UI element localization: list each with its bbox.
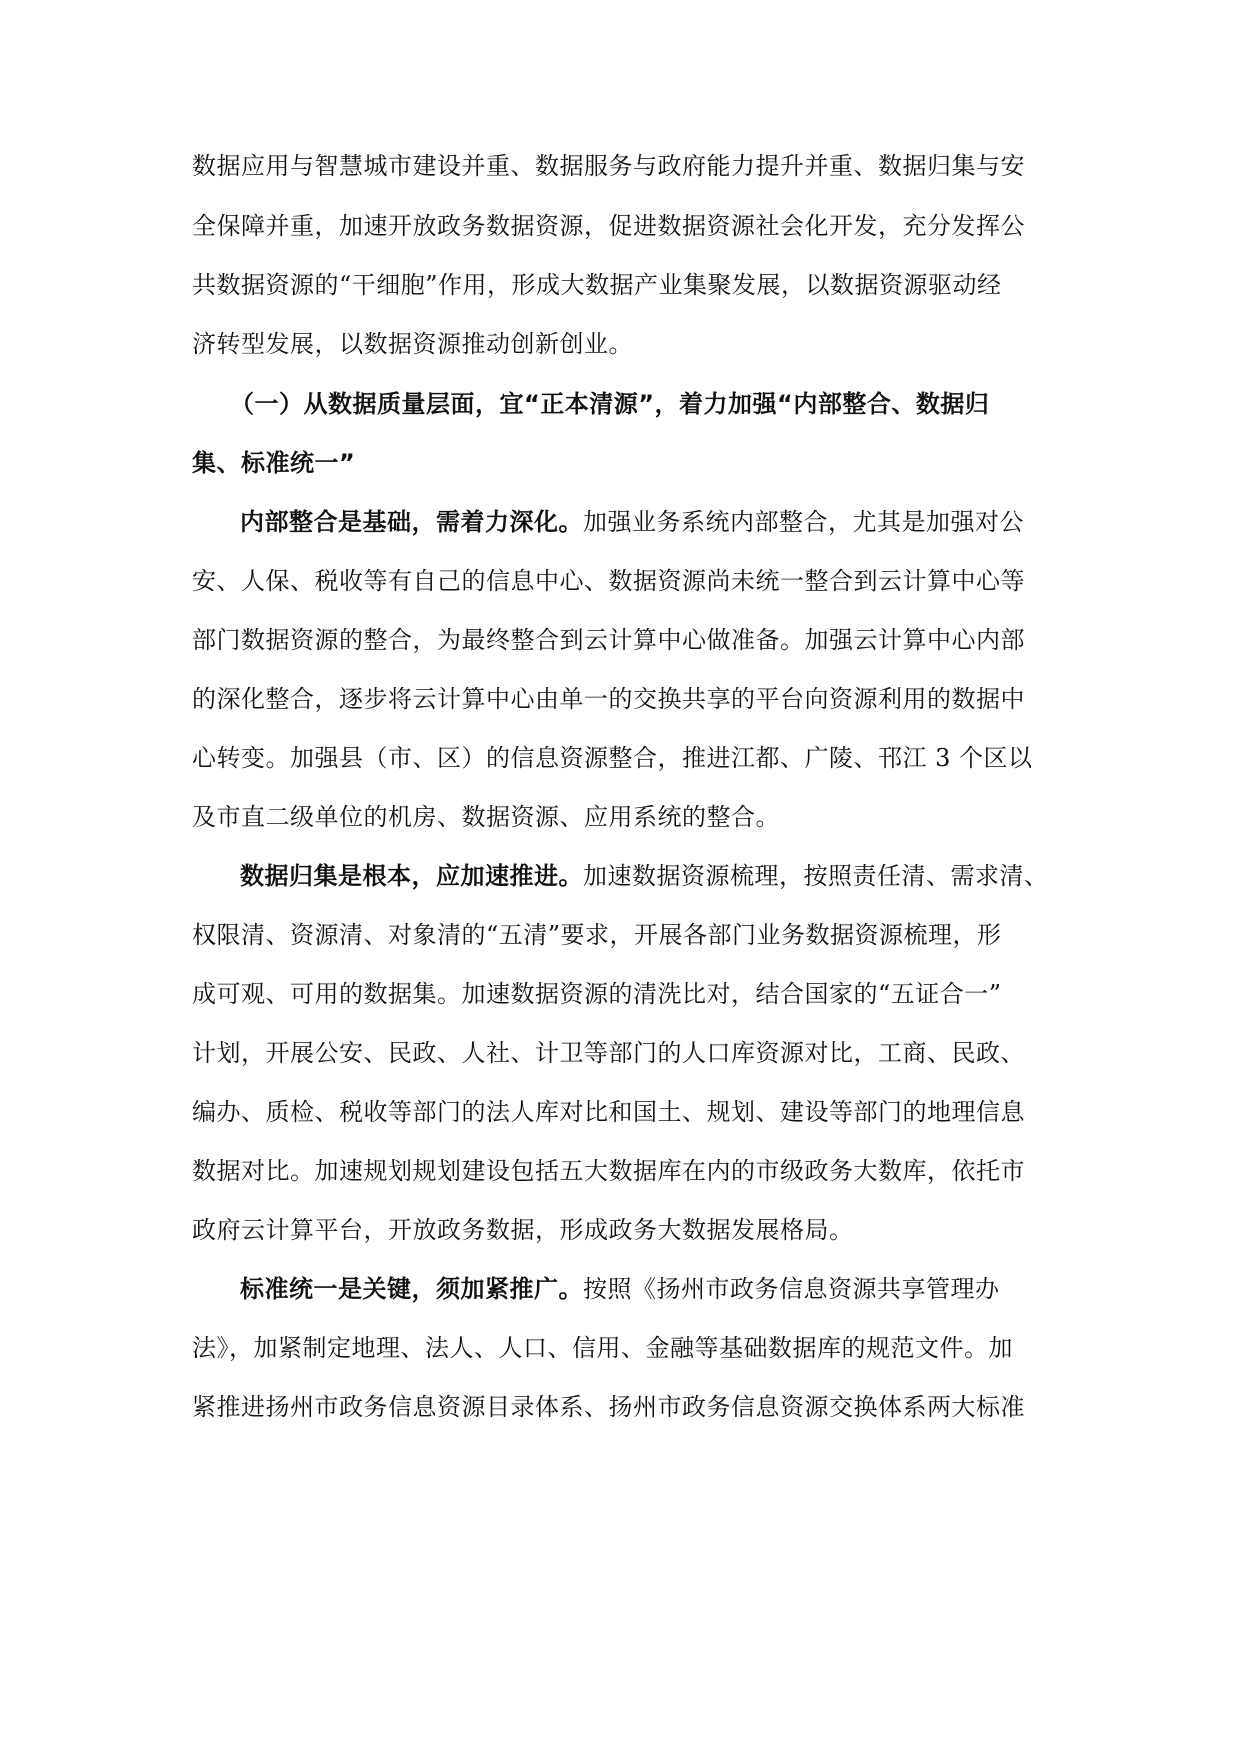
text-line: [240, 506, 1024, 538]
text-line: 编办、质检、税收等部门的法人库对比和国土、规划、建设等部门的地理信息: [192, 1098, 1025, 1126]
text-line: 政府云计算平台，开放政务数据，形成政务大数据发展格局。: [192, 1216, 854, 1244]
text-line: 全保障并重，加速开放政务数据资源，促进数据资源社会化开发，充分发挥公: [192, 212, 1025, 240]
text-line: 计划，开展公安、民政、人社、计卫等部门的人口库资源对比，工商、民政、: [192, 1039, 1025, 1067]
text-line: 及市直二级单位的机房、数据资源、应用系统的整合。: [192, 803, 780, 831]
text-line: 权限清、资源清、对象清的“五清”要求，开展各部门业务数据资源梳理，形: [192, 921, 1002, 949]
text-run: 加速数据资源梳理，按照责任清、需求清、: [583, 862, 1049, 890]
text-line: 的深化整合，逐步将云计算中心由单一的交换共享的平台向资源利用的数据中: [192, 685, 1025, 713]
paragraph-lead: 数据归集是根本，应加速推进。: [240, 862, 583, 890]
paragraph-lead: 内部整合是基础，需着力深化。: [240, 508, 583, 536]
text-run: 按照《扬州市政务信息资源共享管理办: [583, 1275, 1000, 1303]
text-run: 加强业务系统内部整合，尤其是加强对公: [583, 508, 1024, 536]
text-line: [240, 1273, 1000, 1305]
text-line: 数据对比。加速规划规划建设包括五大数据库在内的市级政务大数库，依托市: [192, 1157, 1025, 1185]
text-line: 数据应用与智慧城市建设并重、数据服务与政府能力提升并重、数据归集与安: [192, 152, 1025, 180]
text-line: 部门数据资源的整合，为最终整合到云计算中心做准备。加强云计算中心内部: [192, 626, 1025, 654]
heading-line: （一）从数据质量层面，宜“正本清源”，着力加强“内部整合、数据归: [230, 390, 990, 418]
text-line: 成可观、可用的数据集。加速数据资源的清洗比对，结合国家的“五证合一”: [192, 980, 1002, 1008]
heading-line: 集、标准统一”: [192, 449, 356, 477]
paragraph-lead: 标准统一是关键，须加紧推广。: [240, 1275, 583, 1303]
text-line: 共数据资源的“干细胞”作用，形成大数据产业集聚发展，以数据资源驱动经: [192, 271, 1002, 299]
text-line: [240, 860, 1049, 892]
text-line: 紧推进扬州市政务信息资源目录体系、扬州市政务信息资源交换体系两大标准: [192, 1393, 1025, 1421]
text-line: 安、人保、税收等有自己的信息中心、数据资源尚未统一整合到云计算中心等: [192, 567, 1025, 595]
text-line: 法》，加紧制定地理、法人、人口、信用、金融等基础数据库的规范文件。加: [192, 1334, 1013, 1362]
text-line: 济转型发展，以数据资源推动创新创业。: [192, 330, 633, 358]
text-line: 心转变。加强县（市、区）的信息资源整合，推进江都、广陵、邗江 3 个区以: [192, 744, 1033, 772]
